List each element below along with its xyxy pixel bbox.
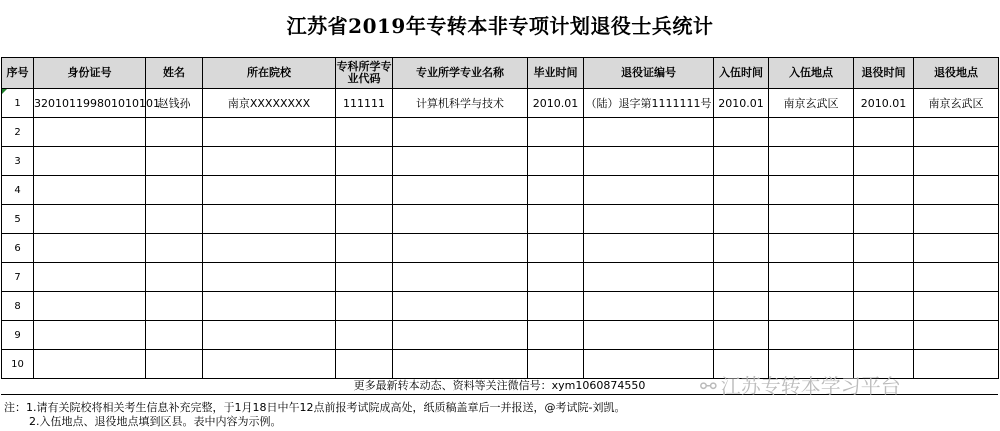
table-row	[2, 176, 999, 205]
graduation-time-cell[interactable]	[528, 234, 584, 263]
header-index[interactable]: 序号	[2, 58, 34, 89]
header-discharge-place[interactable]: 退役地点	[914, 58, 999, 89]
enlist-time-cell[interactable]	[714, 205, 769, 234]
discharge-cert-cell[interactable]	[584, 292, 714, 321]
discharge-time-cell[interactable]	[854, 321, 914, 350]
name-cell[interactable]	[146, 263, 203, 292]
enlist-time-cell[interactable]	[714, 321, 769, 350]
row-index-cell[interactable]: 10	[2, 350, 34, 379]
row-index-cell[interactable]	[2, 89, 34, 118]
cell-comment-marker	[2, 89, 7, 94]
header-major-name[interactable]: 专业所学专业名称	[393, 58, 528, 89]
discharge-cert-cell[interactable]	[584, 118, 714, 147]
school-cell[interactable]	[203, 292, 336, 321]
enlist-place-cell[interactable]	[769, 147, 854, 176]
header-discharge-cert[interactable]: 退役证编号	[584, 58, 714, 89]
discharge-place-cell[interactable]	[914, 350, 999, 379]
major-name-cell[interactable]	[393, 350, 528, 379]
note-line-2: 2.入伍地点、退役地点填到区县。表中内容为示例。	[29, 415, 282, 428]
major-code-cell[interactable]	[336, 321, 393, 350]
discharge-time-cell[interactable]	[854, 118, 914, 147]
header-graduation-time[interactable]: 毕业时间	[528, 58, 584, 89]
id-number-cell[interactable]	[34, 234, 146, 263]
discharge-cert-cell[interactable]	[584, 263, 714, 292]
table-row	[2, 321, 999, 350]
major-name-cell[interactable]	[393, 321, 528, 350]
name-cell[interactable]	[146, 176, 203, 205]
graduation-time-cell[interactable]	[528, 176, 584, 205]
enlist-time-cell[interactable]	[714, 263, 769, 292]
id-number-cell[interactable]	[34, 321, 146, 350]
discharge-time-cell[interactable]	[854, 292, 914, 321]
discharge-cert-cell[interactable]	[584, 147, 714, 176]
id-number-cell[interactable]	[34, 176, 146, 205]
table-row	[2, 89, 999, 118]
major-code-cell[interactable]	[336, 118, 393, 147]
enlist-place-cell[interactable]	[769, 234, 854, 263]
discharge-place-cell[interactable]	[914, 292, 999, 321]
name-cell[interactable]: 赵钱孙	[146, 89, 203, 118]
row-index-cell[interactable]: 4	[2, 176, 34, 205]
header-school[interactable]: 所在院校	[203, 58, 336, 89]
discharge-place-cell[interactable]	[914, 147, 999, 176]
major-code-cell[interactable]	[336, 350, 393, 379]
major-name-cell[interactable]	[393, 263, 528, 292]
discharge-cert-cell[interactable]	[584, 321, 714, 350]
school-cell[interactable]	[203, 147, 336, 176]
school-cell[interactable]: 南京XXXXXXXX	[203, 89, 336, 118]
major-code-cell[interactable]	[336, 292, 393, 321]
major-name-cell[interactable]	[393, 205, 528, 234]
discharge-time-cell[interactable]	[854, 205, 914, 234]
enlist-time-cell[interactable]: 2010.01	[714, 89, 769, 118]
graduation-time-cell[interactable]	[528, 147, 584, 176]
graduation-time-cell[interactable]	[528, 263, 584, 292]
enlist-place-cell[interactable]	[769, 292, 854, 321]
enlist-place-cell[interactable]	[769, 263, 854, 292]
table-row	[2, 234, 999, 263]
discharge-time-cell[interactable]	[854, 176, 914, 205]
major-name-cell[interactable]	[393, 234, 528, 263]
major-name-cell[interactable]: 计算机科学与技术	[393, 89, 528, 118]
school-cell[interactable]	[203, 263, 336, 292]
graduation-time-cell[interactable]	[528, 118, 584, 147]
discharge-place-cell[interactable]	[914, 263, 999, 292]
enlist-place-cell[interactable]	[769, 176, 854, 205]
enlist-time-cell[interactable]	[714, 176, 769, 205]
id-number-cell[interactable]	[34, 205, 146, 234]
graduation-time-cell[interactable]	[528, 350, 584, 379]
sheet-title: 江苏省2019年专转本非专项计划退役士兵统计	[286, 14, 714, 38]
header-discharge-time[interactable]: 退役时间	[854, 58, 914, 89]
school-cell[interactable]	[203, 234, 336, 263]
row-index-cell[interactable]: 5	[2, 205, 34, 234]
discharge-place-cell[interactable]	[914, 321, 999, 350]
name-cell[interactable]	[146, 292, 203, 321]
discharge-place-cell[interactable]	[914, 176, 999, 205]
enlist-time-cell[interactable]	[714, 292, 769, 321]
row-index: 1	[14, 97, 21, 109]
id-number-cell[interactable]	[34, 118, 146, 147]
major-name-cell[interactable]	[393, 147, 528, 176]
name-cell[interactable]	[146, 350, 203, 379]
discharge-cert-cell[interactable]	[584, 176, 714, 205]
graduation-time-cell[interactable]: 2010.01	[528, 89, 584, 118]
header-major-code[interactable]: 专科所学专业代码	[336, 58, 393, 89]
major-code-cell[interactable]	[336, 176, 393, 205]
name-cell[interactable]	[146, 147, 203, 176]
id-number-cell[interactable]	[34, 263, 146, 292]
major-code-cell[interactable]	[336, 147, 393, 176]
row-index-cell[interactable]: 9	[2, 321, 34, 350]
graduation-time-cell[interactable]	[528, 321, 584, 350]
watermark-text: 江苏专转本学习平台	[720, 374, 901, 398]
veteran-stats-table	[1, 57, 999, 379]
school-cell[interactable]	[203, 176, 336, 205]
discharge-cert-cell[interactable]	[584, 205, 714, 234]
enlist-time-cell[interactable]	[714, 118, 769, 147]
discharge-place-cell[interactable]	[914, 205, 999, 234]
name-cell[interactable]	[146, 118, 203, 147]
id-number-cell[interactable]: 320101199801010101	[34, 89, 146, 118]
enlist-place-cell[interactable]	[769, 321, 854, 350]
major-code-cell[interactable]	[336, 205, 393, 234]
enlist-place-cell[interactable]	[769, 205, 854, 234]
discharge-time-cell[interactable]: 2010.01	[854, 89, 914, 118]
enlist-time-cell[interactable]	[714, 234, 769, 263]
enlist-place-cell[interactable]: 南京玄武区	[769, 89, 854, 118]
row-index-cell[interactable]: 2	[2, 118, 34, 147]
table-row	[2, 205, 999, 234]
discharge-cert-cell[interactable]	[584, 350, 714, 379]
watermark	[700, 370, 901, 399]
major-code-cell[interactable]	[336, 234, 393, 263]
row-index-cell[interactable]: 7	[2, 263, 34, 292]
name-cell[interactable]	[146, 321, 203, 350]
row-index-cell[interactable]: 6	[2, 234, 34, 263]
header-enlist-time[interactable]: 入伍时间	[714, 58, 769, 89]
discharge-cert-cell[interactable]: （陆）退字第1111111号	[584, 89, 714, 118]
id-number-cell[interactable]	[34, 147, 146, 176]
id-number-cell[interactable]	[34, 350, 146, 379]
discharge-time-cell[interactable]	[854, 263, 914, 292]
row-index-cell[interactable]: 8	[2, 292, 34, 321]
header-row	[2, 58, 999, 89]
enlist-place-cell[interactable]	[769, 118, 854, 147]
major-name-cell[interactable]	[393, 292, 528, 321]
discharge-place-cell[interactable]: 南京玄武区	[914, 89, 999, 118]
major-code-cell[interactable]	[336, 263, 393, 292]
major-name-cell[interactable]	[393, 176, 528, 205]
wechat-icon: ⚯	[700, 374, 717, 398]
graduation-time-cell[interactable]	[528, 205, 584, 234]
major-code-cell[interactable]: 111111	[336, 89, 393, 118]
graduation-time-cell[interactable]	[528, 292, 584, 321]
discharge-place-cell[interactable]	[914, 234, 999, 263]
footer-contact: 更多最新转本动态、资料等关注微信号：xym1060874550	[1, 377, 998, 395]
table-row	[2, 263, 999, 292]
header-enlist-place[interactable]: 入伍地点	[769, 58, 854, 89]
table-row	[2, 118, 999, 147]
table-row	[2, 292, 999, 321]
discharge-time-cell[interactable]	[854, 234, 914, 263]
table-row	[2, 147, 999, 176]
school-cell[interactable]	[203, 321, 336, 350]
enlist-time-cell[interactable]	[714, 147, 769, 176]
discharge-place-cell[interactable]	[914, 118, 999, 147]
header-name[interactable]: 姓名	[146, 58, 203, 89]
id-number-cell[interactable]	[34, 292, 146, 321]
name-cell[interactable]	[146, 205, 203, 234]
name-cell[interactable]	[146, 234, 203, 263]
row-index-cell[interactable]: 3	[2, 147, 34, 176]
major-name-cell[interactable]	[393, 118, 528, 147]
discharge-cert-cell[interactable]	[584, 234, 714, 263]
school-cell[interactable]	[203, 118, 336, 147]
discharge-time-cell[interactable]	[854, 147, 914, 176]
note-line-1: 注：1.请有关院校将相关考生信息补充完整，于1月18日中午12点前报考试院成高处，纸质稿盖章后一并报送，@考试院-刘凯。	[4, 401, 626, 414]
header-id-number[interactable]: 身份证号	[34, 58, 146, 89]
school-cell[interactable]	[203, 205, 336, 234]
school-cell[interactable]	[203, 350, 336, 379]
